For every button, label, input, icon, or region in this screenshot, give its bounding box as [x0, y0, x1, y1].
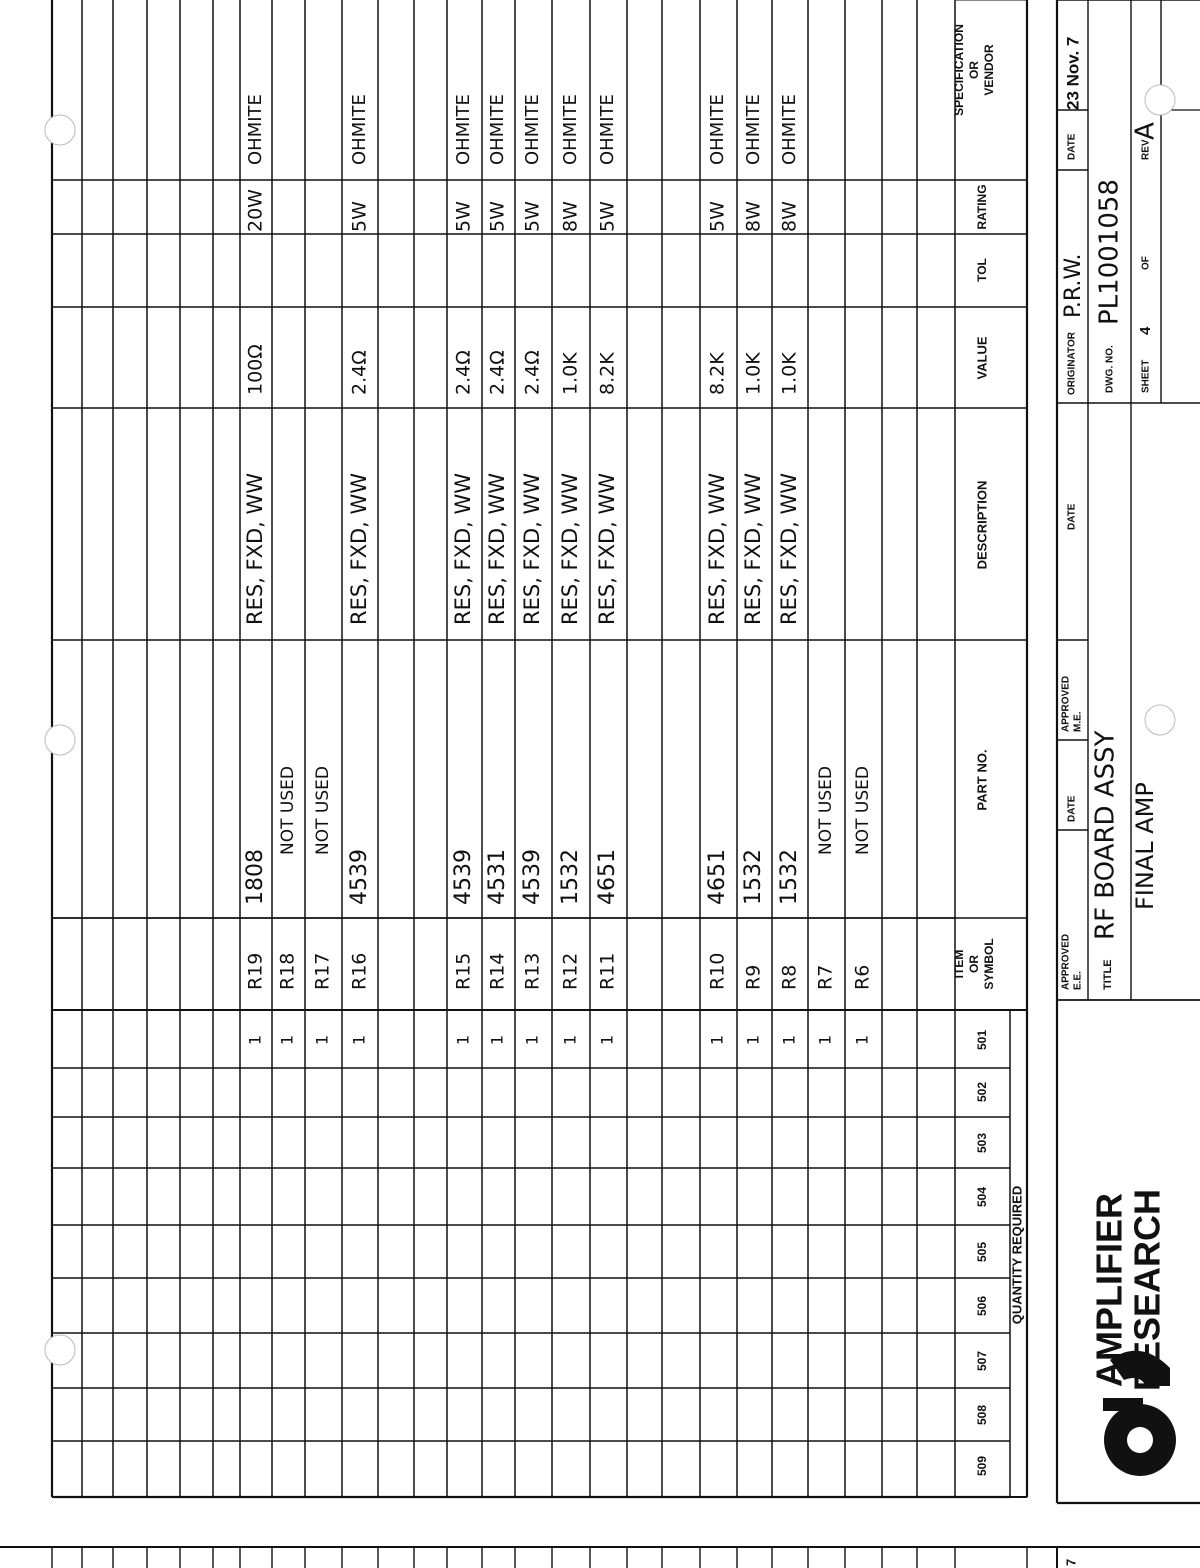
rating-cell: 8W	[559, 201, 582, 232]
originator-label: ORIGINATOR	[1066, 332, 1078, 395]
vendor-cell: OHMITE	[487, 94, 508, 165]
qty-column-header: 507	[975, 1350, 990, 1372]
item-header: SYMBOL	[982, 938, 997, 990]
spec-header: OR	[967, 61, 982, 79]
sheet-label: SHEET	[1140, 359, 1152, 393]
spec-header: VENDOR	[982, 44, 997, 96]
part-cell: 1532	[558, 849, 583, 905]
qty-cell: 1	[560, 1034, 580, 1046]
vendor-cell: OHMITE	[597, 94, 618, 165]
form-texts	[243, 24, 1168, 1566]
value-cell: 2.4Ω	[348, 350, 371, 395]
vendor-cell: OHMITE	[349, 94, 370, 165]
part-cell: NOT USED	[816, 766, 836, 855]
qty-cell: 1	[815, 1034, 835, 1046]
item-cell: R15	[452, 952, 475, 990]
qty-cell: 1	[522, 1034, 542, 1046]
qty-column-header: 506	[975, 1295, 990, 1317]
tol-header: TOL	[975, 258, 990, 282]
rating-cell: 8W	[742, 201, 765, 232]
originator-value: P.R.W.	[1061, 253, 1086, 318]
qty-cell: 1	[779, 1034, 799, 1046]
punch-hole	[45, 115, 75, 145]
value-header: VALUE	[974, 336, 990, 380]
qty-column-header: 505	[975, 1241, 990, 1263]
qty-cell: 1	[597, 1034, 617, 1046]
description-cell: RES, FXD, WW	[777, 472, 801, 625]
form-grid	[52, 0, 1200, 1503]
item-cell: R7	[814, 964, 837, 990]
date-label-2: DATE	[1066, 503, 1078, 530]
qty-column-header: 509	[975, 1455, 990, 1477]
value-cell: 8.2K	[706, 352, 729, 395]
description-cell: RES, FXD, WW	[520, 472, 544, 625]
title-line-1: RF BOARD ASSY	[1090, 730, 1121, 940]
item-cell: R9	[742, 964, 765, 990]
qty-cell: 1	[487, 1034, 507, 1046]
value-cell: 1.0K	[778, 352, 801, 395]
part-cell: 1808	[243, 849, 268, 905]
next-sheet-stub	[0, 1547, 1200, 1568]
vendor-cell: OHMITE	[707, 94, 728, 165]
description-cell: RES, FXD, WW	[741, 472, 765, 625]
approved-ee-label: APPROVED	[1060, 933, 1072, 990]
item-header: OR	[967, 955, 982, 973]
title-line-2: FINAL AMP	[1131, 782, 1159, 910]
item-header: ITEM	[952, 949, 967, 979]
part-cell: 1532	[777, 849, 802, 905]
qty-column-header: 508	[975, 1404, 990, 1426]
quantity-required-label: QUANTITY REQUIRED	[1009, 1185, 1025, 1325]
rating-cell: 5W	[596, 201, 619, 232]
rev-label: REV	[1140, 139, 1152, 160]
qty-cell: 1	[312, 1034, 332, 1046]
vendor-cell: OHMITE	[453, 94, 474, 165]
punch-hole	[1145, 705, 1175, 735]
rating-cell: 5W	[348, 201, 371, 232]
part-no-header: PART NO.	[974, 749, 990, 811]
qty-cell: 1	[453, 1034, 473, 1046]
qty-column-header: 503	[975, 1132, 990, 1154]
vendor-cell: OHMITE	[245, 94, 266, 165]
punch-hole	[1145, 85, 1175, 115]
date-label-3: DATE	[1066, 133, 1078, 160]
punch-hole	[45, 725, 75, 755]
value-cell: 1.0K	[559, 352, 582, 395]
approved-me-label: M.E.	[1072, 711, 1084, 732]
logo-text-research: RESEARCH	[1126, 1188, 1168, 1392]
logo-mark-hole	[1127, 1427, 1153, 1453]
part-cell: 4539	[451, 849, 476, 905]
description-cell: RES, FXD, WW	[243, 472, 267, 625]
item-cell: R12	[559, 952, 582, 990]
vendor-cell: OHMITE	[560, 94, 581, 165]
value-cell: 100Ω	[244, 344, 267, 395]
title-label: TITLE	[1101, 959, 1114, 990]
rating-header: RATING	[975, 184, 990, 230]
sheet-value: 4	[1136, 326, 1154, 335]
item-cell: R8	[778, 964, 801, 990]
qty-cell: 1	[743, 1034, 763, 1046]
spec-header: SPECIFICATION	[952, 24, 967, 116]
qty-cell: 1	[245, 1034, 265, 1046]
approved-ee-label: E.E.	[1072, 971, 1084, 990]
part-cell: NOT USED	[313, 766, 333, 855]
stub-text: 7	[1063, 1558, 1079, 1566]
part-cell: 4651	[705, 849, 730, 905]
dwg-no-label: DWG. NO.	[1104, 345, 1116, 393]
description-cell: RES, FXD, WW	[705, 472, 729, 625]
qty-cell: 1	[349, 1034, 369, 1046]
qty-cell: 1	[277, 1034, 297, 1046]
date-value: 23 Nov. 7	[1063, 36, 1083, 110]
value-cell: 8.2K	[596, 352, 619, 395]
part-cell: 4539	[520, 849, 545, 905]
vendor-cell: OHMITE	[522, 94, 543, 165]
value-cell: 2.4Ω	[486, 350, 509, 395]
value-cell: 1.0K	[742, 352, 765, 395]
rating-cell: 20W	[244, 189, 267, 232]
item-cell: R6	[851, 964, 874, 990]
vendor-cell: OHMITE	[779, 94, 800, 165]
vendor-cell: OHMITE	[743, 94, 764, 165]
rev-value: A	[1130, 122, 1161, 140]
rating-cell: 5W	[452, 201, 475, 232]
item-cell: R13	[521, 952, 544, 990]
item-cell: R16	[348, 952, 371, 990]
description-cell: RES, FXD, WW	[485, 472, 509, 625]
item-cell: R11	[596, 952, 619, 990]
item-cell: R18	[276, 952, 299, 990]
part-cell: 4651	[595, 849, 620, 905]
part-cell: NOT USED	[853, 766, 873, 855]
qty-cell: 1	[852, 1034, 872, 1046]
value-cell: 2.4Ω	[452, 350, 475, 395]
approved-me-label: APPROVED	[1060, 675, 1072, 732]
rating-cell: 8W	[778, 201, 801, 232]
logo-mark-bar	[1103, 1398, 1143, 1411]
value-cell: 2.4Ω	[521, 350, 544, 395]
logo-text-amplifier: AMPLIFIER	[1088, 1193, 1130, 1387]
qty-cell: 1	[707, 1034, 727, 1046]
item-cell: R19	[244, 952, 267, 990]
rating-cell: 5W	[486, 201, 509, 232]
description-header: DESCRIPTION	[974, 480, 990, 570]
part-cell: 4539	[347, 849, 372, 905]
rating-cell: 5W	[706, 201, 729, 232]
part-cell: 4531	[485, 849, 510, 905]
of-label: OF	[1140, 256, 1152, 270]
description-cell: RES, FXD, WW	[451, 472, 475, 625]
qty-column-header: 504	[975, 1186, 990, 1208]
part-cell: NOT USED	[278, 766, 298, 855]
description-cell: RES, FXD, WW	[558, 472, 582, 625]
rating-cell: 5W	[521, 201, 544, 232]
part-cell: 1532	[741, 849, 766, 905]
date-label: DATE	[1066, 795, 1078, 822]
dwg-no-value: PL1001058	[1094, 179, 1125, 325]
item-cell: R17	[311, 952, 334, 990]
item-cell: R10	[706, 952, 729, 990]
qty-column-header: 502	[975, 1081, 990, 1103]
punch-hole	[45, 1335, 75, 1365]
description-cell: RES, FXD, WW	[347, 472, 371, 625]
item-cell: R14	[486, 952, 509, 990]
qty-column-header: 501	[975, 1029, 990, 1051]
description-cell: RES, FXD, WW	[595, 472, 619, 625]
